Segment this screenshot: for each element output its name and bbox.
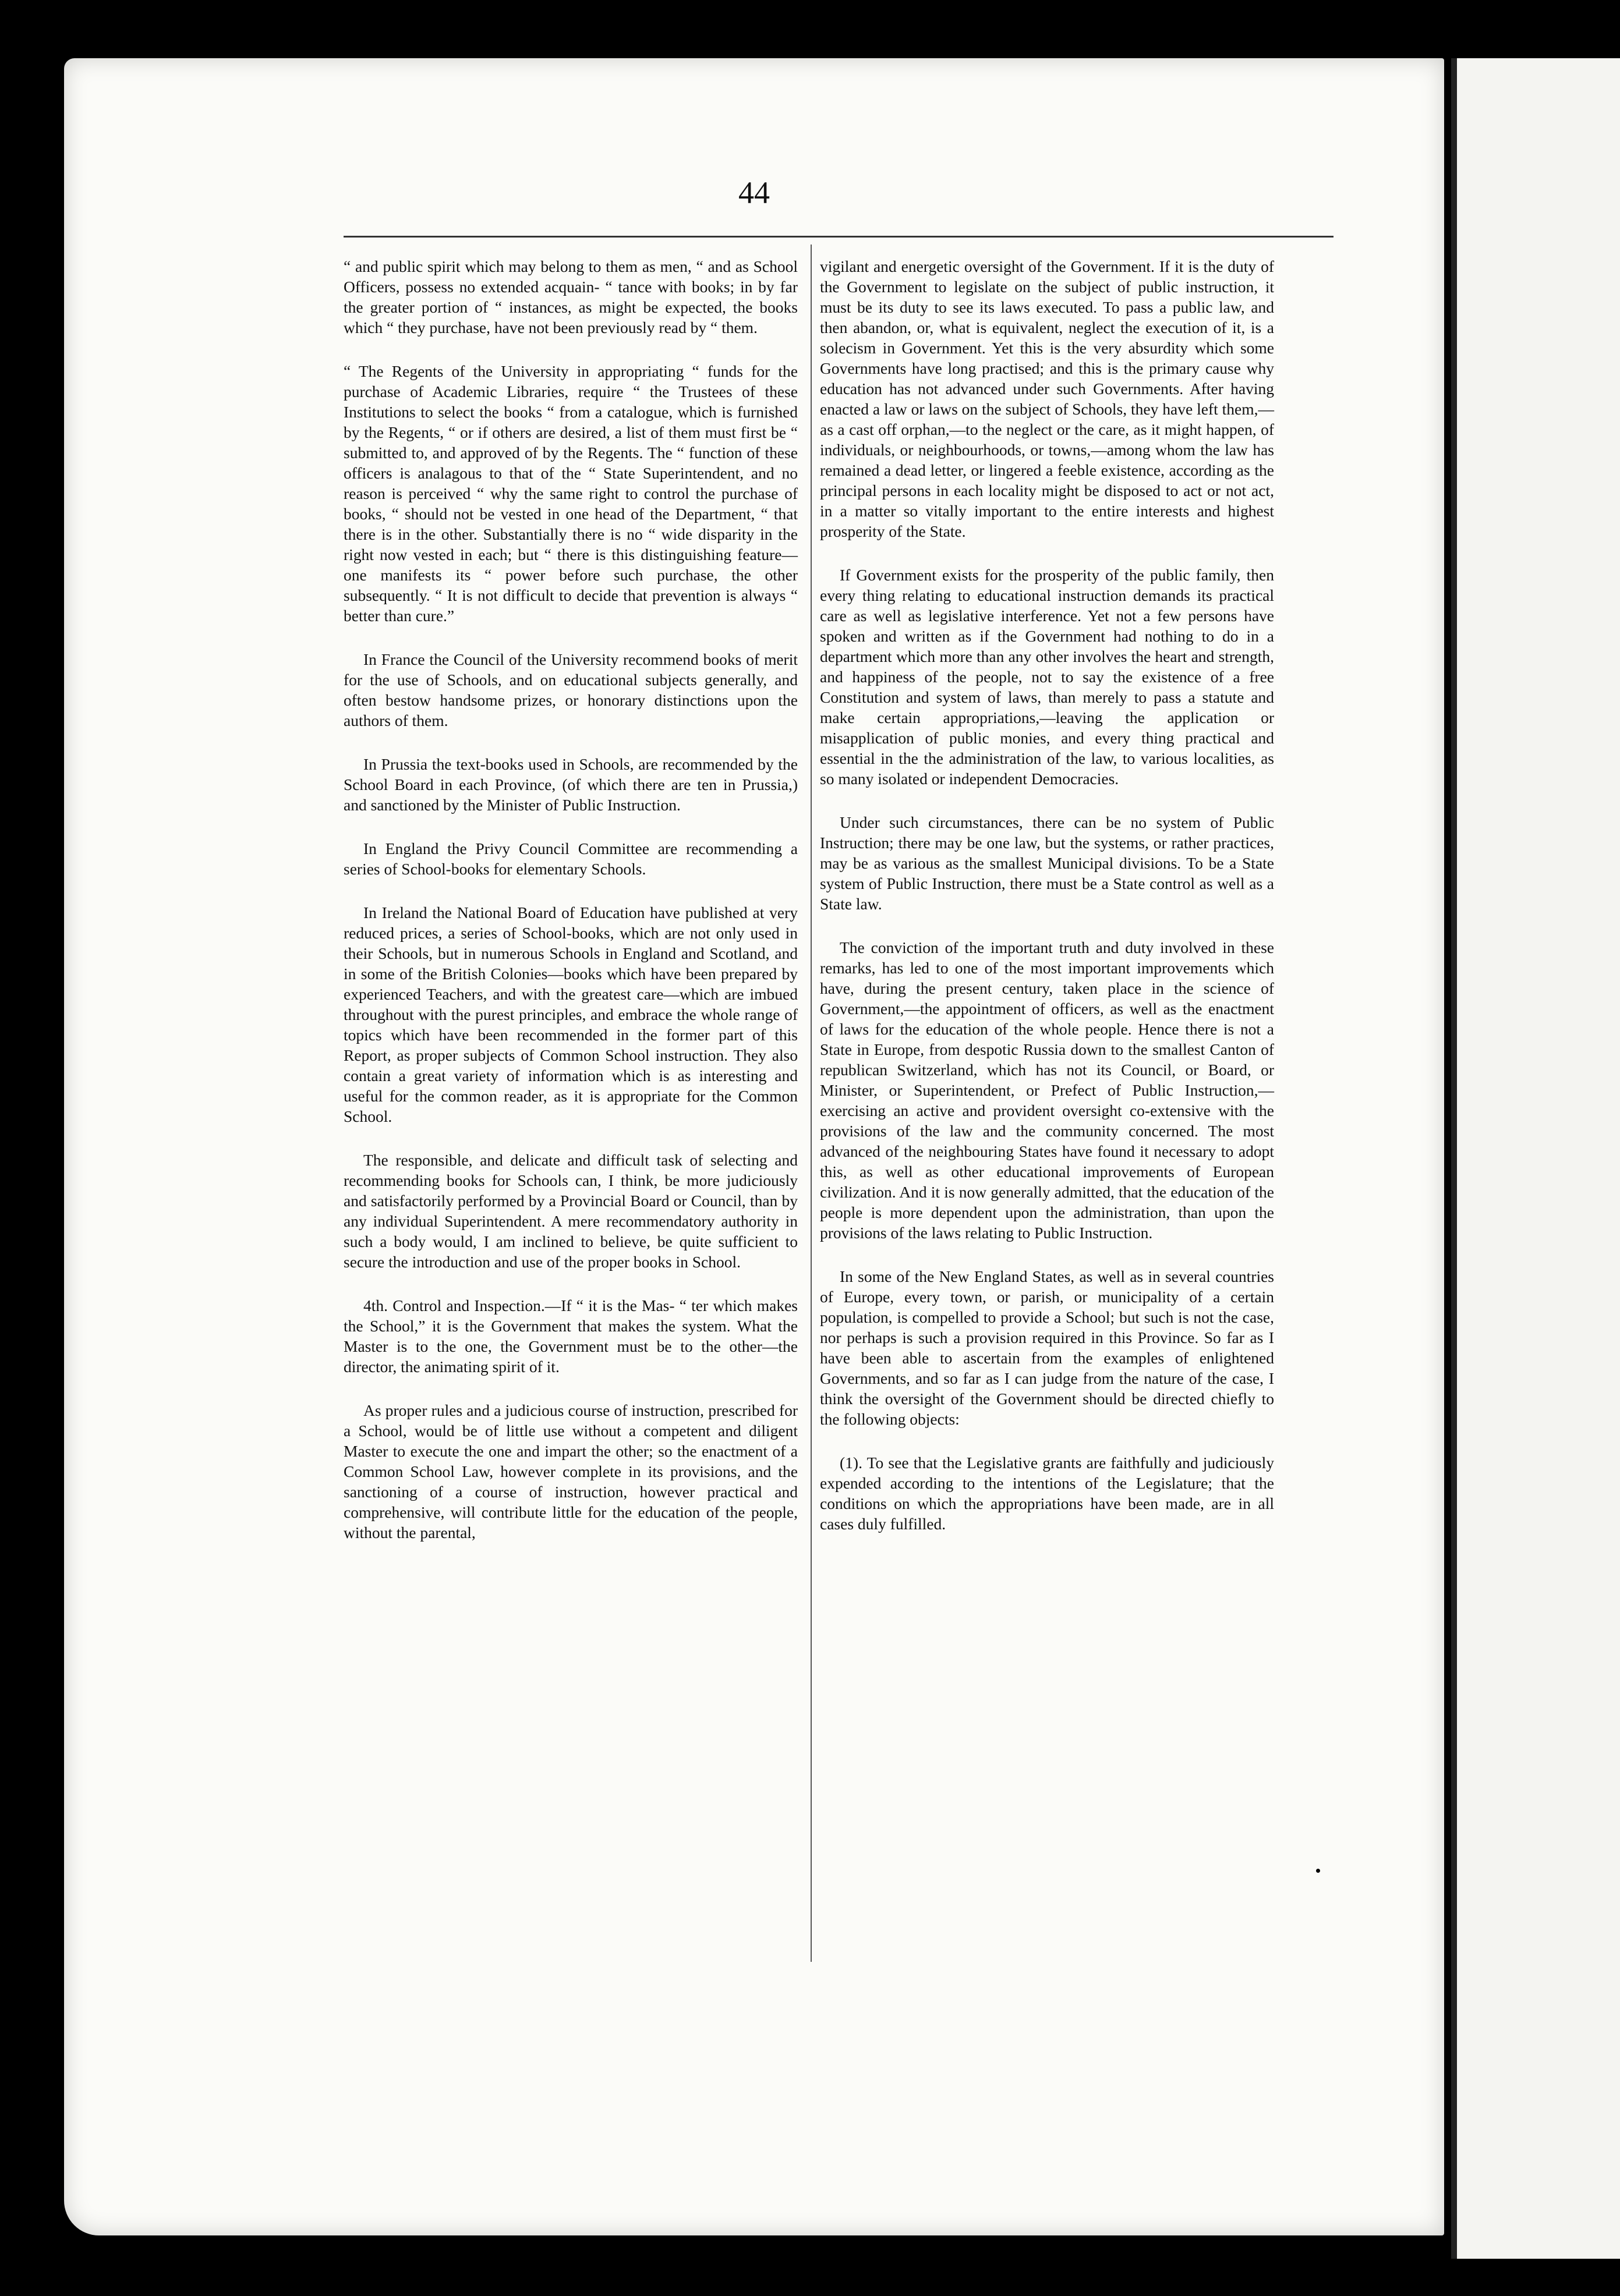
header-rule bbox=[344, 236, 1334, 238]
paragraph: 4th. Control and Inspection.—If “ it is the Mas- “ ter which makes the School,” it is the Government that makes the system. What the Master is to the one, the Government must be to the other—the director, the animating spirit of it. bbox=[344, 1296, 798, 1376]
column-divider bbox=[811, 245, 812, 1962]
paragraph: As proper rules and a judicious course of instruction, prescribed for a School, would be of little use without a competent and diligent Master to execute the one and impart the other; so the enactment of a Common School Law, however complete in its provisions, and the sanctioning of a course of instruction, however practical and comprehensive, will contribute little for the education of the people, without the parental, bbox=[344, 1401, 798, 1542]
paragraph: In England the Privy Council Committee are recommending a series of School-books for elementary Schools. bbox=[344, 839, 798, 878]
paragraph: In Prussia the text-books used in Schools, are recommended by the School Board in each Province, (of which there are ten in Prussia,) and sanctioned by the Minister of Public Instruction. bbox=[344, 755, 798, 814]
scanned-page bbox=[64, 58, 1444, 2235]
paragraph: The responsible, and delicate and difficult task of selecting and recommending books for Schools can, I think, be more judiciously and satisfactorily performed by a Provincial Board or Council, than by any individual Superintendent. A mere recommendatory authority in such a body would, I am inclined to believe, be quite sufficient to secure the introduction and use of the proper books in School. bbox=[344, 1151, 798, 1271]
paragraph: “ The Regents of the University in appropriating “ funds for the purchase of Academic Libraries, require “ the Trustees of these Institutions to select the books “ from a catalogue, which is furnished by the Regents, “ or if others are desired, a list of them must first be “ submitted to, and approved of by the Regents. The “ function of these officers is analagous to that of the “ State Superintendent, and no reason is perceived “ why the same right to control the purchase of books, “ should not be vested in one head of the Department, “ that there is in the other. Substantially there is no “ wide disparity in the right now vested in each; but “ there is this distinguishing feature—one manifests its “ power before such purchase, the other subsequently. “ It is not difficult to decide that prevention is always “ better than cure.” bbox=[344, 362, 798, 625]
paragraph: vigilant and energetic oversight of the Government. If it is the duty of the Government to legislate on the subject of public instruction, it must be its duty to see its laws executed. To pass a public law, and then abandon, or, what is equivalent, neglect the execution of it, is a solecism in Government. Yet this is the very absurdity which some Governments have long practised; and this is the primary cause why education has not advanced under such Governments. After having enacted a law or laws on the subject of Schools, they have left them,—as a cast off orphan,—to the neglect or the care, as it might happen, of individuals, or neighbourhoods, or towns,—among whom the law has remained a dead letter, or lingered a feeble existence, according as the principal persons in each locality might be disposed to act or not act, in a matter so vitally important to the entire interests and highest prosperity of the State. bbox=[820, 257, 1274, 540]
paragraph: If Government exists for the prosperity of the public family, then every thing relating to educational instruction demands its practical care as well as legislative interference. Yet not a few persons have spoken and written as if the Government had nothing to do in a department which more than any other involves the heart and strength, and happiness of the people, not to say the existence of a free Constitution and system of laws, than merely to pass a statute and make certain appropriations,—leaving the application or misapplication of public monies, and every thing practical and essential in the the administration of the law, to various localities, as so many isolated or independent Democracies. bbox=[820, 566, 1274, 788]
right-column bbox=[820, 256, 1274, 1557]
paragraph: In some of the New England States, as well as in several countries of Europe, every town, or parish, or municipality of a certain population, is compelled to provide a School; but such is not the case, nor perhaps is such a provision required in this Province. So far as I have been able to ascertain from the examples of enlightened Governments, and so far as I can judge from the nature of the case, I think the oversight of the Government should be directed chiefly to the following objects: bbox=[820, 1267, 1274, 1428]
paragraph: In Ireland the National Board of Education have published at very reduced prices, a series of School-books, which are not only used in their Schools, but in numerous Schools in England and Scotland, and in some of the British Colonies—books which have been prepared by experienced Teachers, and with the greatest care—which are imbued throughout with the purest principles, and embrace the whole range of topics which have been recommended in the former part of this Report, as proper subjects of Common School instruction. They also contain a great variety of information which is as interesting and useful for the common reader, as it is appropriate for the Common School. bbox=[344, 903, 798, 1125]
paragraph: Under such circumstances, there can be no system of Public Instruction; there may be one law, but the systems, or rather practices, may be as various as the smallest Municipal divisions. To be a State system of Public Instruction, there must be a State control as well as a State law. bbox=[820, 813, 1274, 913]
scan-speck bbox=[8, 1089, 14, 1094]
paragraph: The conviction of the important truth and duty involved in these remarks, has led to one of the most important improvements which have, during the present century, taken place in the science of Government,—the appointment of officers, as well as the enactment of laws for the education of the whole people. Hence there is not a State in Europe, from despotic Russia down to the smallest Canton of republican Switzerland, which has not its Council, or Board, or Minister, or Superintendent, or Prefect of Public Instruction,—exercising an active and provident oversight co-extensive with the provisions of the law and the community concerned. The most advanced of the neighbouring States have found it necessary to adopt this, as well as other educational improvements of European civilization. And it is now generally admitted, that the education of the people is more dependent upon the administration, than upon the provisions of the laws relating to Public Instruction. bbox=[820, 938, 1274, 1242]
scan-speck bbox=[1316, 1869, 1320, 1873]
adjacent-page-edge bbox=[1451, 58, 1620, 2259]
paragraph: (1). To see that the Legislative grants are faithfully and judiciously expended according to the intentions of the Legislature; that the conditions on which the appropriations have been made, are in all cases duly fulfilled. bbox=[820, 1454, 1274, 1533]
paragraph: In France the Council of the University recommend books of merit for the use of Schools, and on educational subjects generally, and often bestow handsome prizes, or honorary distinctions upon the authors of them. bbox=[344, 650, 798, 729]
page-number: 44 bbox=[738, 175, 770, 210]
left-column bbox=[344, 256, 798, 1566]
paragraph: “ and public spirit which may belong to them as men, “ and as School Officers, possess no extended acquain- “ tance with books; in by far the greater portion of “ instances, as might be expected, the books which “ they purchase, have not been previously read by “ them. bbox=[344, 257, 798, 336]
